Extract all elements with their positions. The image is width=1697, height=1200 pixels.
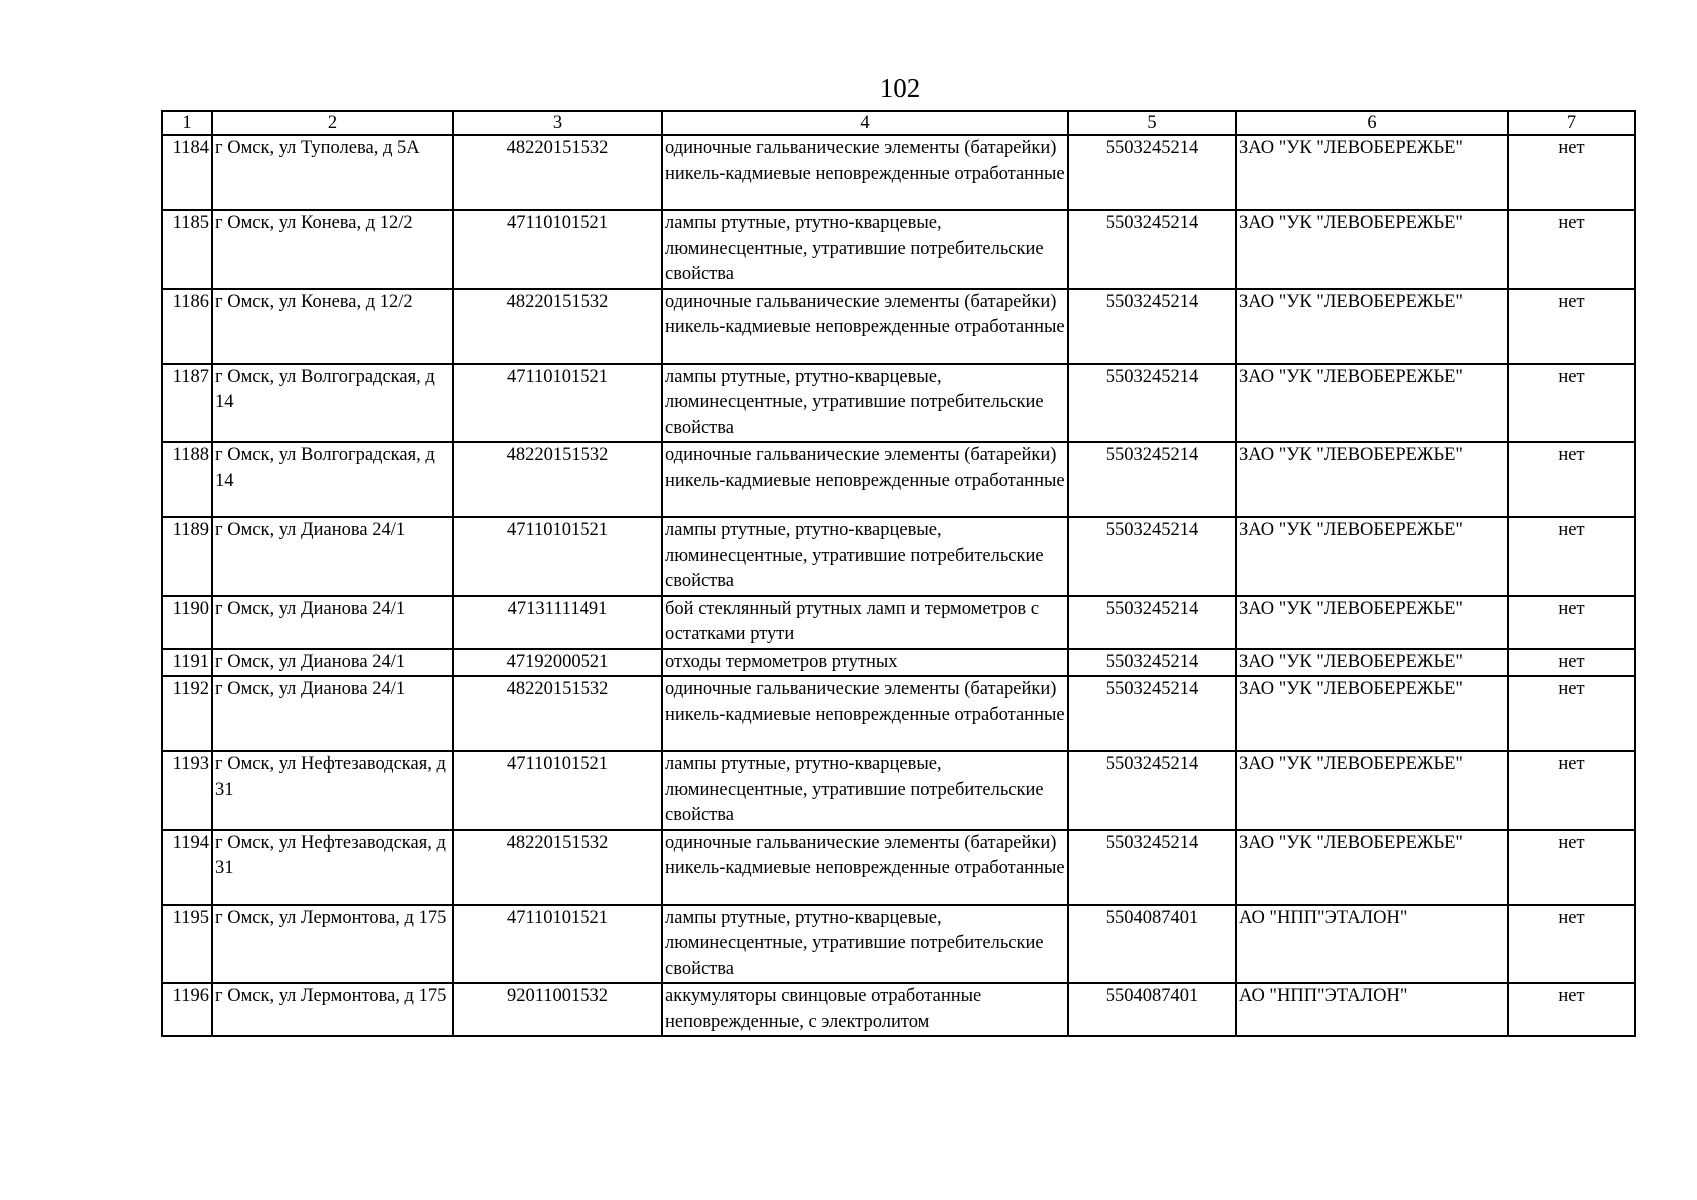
organization-cell: АО "НПП"ЭТАЛОН" [1236, 983, 1508, 1036]
row-number: 1194 [162, 830, 212, 905]
inn-cell: 5503245214 [1068, 289, 1236, 364]
address-cell: г Омск, ул Лермонтова, д 175 [212, 905, 453, 984]
waste-registry-table [161, 110, 1636, 1037]
address-cell: г Омск, ул Дианова 24/1 [212, 649, 453, 677]
flag-cell: нет [1508, 289, 1635, 364]
inn-cell: 5503245214 [1068, 649, 1236, 677]
row-number: 1190 [162, 596, 212, 649]
flag-cell: нет [1508, 135, 1635, 210]
inn-cell: 5503245214 [1068, 210, 1236, 289]
flag-cell: нет [1508, 751, 1635, 830]
waste-code-cell: 47110101521 [453, 517, 662, 596]
flag-cell: нет [1508, 676, 1635, 751]
address-cell: г Омск, ул Дианова 24/1 [212, 517, 453, 596]
column-header: 6 [1236, 111, 1508, 135]
organization-cell: ЗАО "УК "ЛЕВОБЕРЕЖЬЕ" [1236, 649, 1508, 677]
row-number: 1188 [162, 442, 212, 517]
waste-description-cell: лампы ртутные, ртутно-кварцевые, люминесцентные, утратившие потребительские свойства [662, 210, 1068, 289]
row-number: 1187 [162, 364, 212, 443]
flag-cell: нет [1508, 442, 1635, 517]
address-cell: г Омск, ул Туполева, д 5А [212, 135, 453, 210]
inn-cell: 5503245214 [1068, 135, 1236, 210]
waste-description-cell: отходы термометров ртутных [662, 649, 1068, 677]
inn-cell: 5503245214 [1068, 676, 1236, 751]
row-number: 1189 [162, 517, 212, 596]
address-cell: г Омск, ул Нефтезаводская, д 31 [212, 751, 453, 830]
waste-code-cell: 47110101521 [453, 364, 662, 443]
flag-cell: нет [1508, 905, 1635, 984]
address-cell: г Омск, ул Волгоградская, д 14 [212, 364, 453, 443]
inn-cell: 5504087401 [1068, 905, 1236, 984]
table-row [162, 905, 1635, 984]
organization-cell: АО "НПП"ЭТАЛОН" [1236, 905, 1508, 984]
table-row [162, 751, 1635, 830]
row-number: 1192 [162, 676, 212, 751]
table-row [162, 596, 1635, 649]
waste-code-cell: 48220151532 [453, 442, 662, 517]
waste-code-cell: 92011001532 [453, 983, 662, 1036]
waste-description-cell: одиночные гальванические элементы (батарейки) никель-кадмиевые неповрежденные отработанные [662, 676, 1068, 751]
row-number: 1185 [162, 210, 212, 289]
row-number: 1186 [162, 289, 212, 364]
inn-cell: 5503245214 [1068, 442, 1236, 517]
inn-cell: 5503245214 [1068, 751, 1236, 830]
table-row [162, 210, 1635, 289]
waste-code-cell: 48220151532 [453, 135, 662, 210]
table-row [162, 135, 1635, 210]
address-cell: г Омск, ул Дианова 24/1 [212, 596, 453, 649]
column-header: 2 [212, 111, 453, 135]
table-row [162, 830, 1635, 905]
organization-cell: ЗАО "УК "ЛЕВОБЕРЕЖЬЕ" [1236, 442, 1508, 517]
table-row [162, 364, 1635, 443]
waste-description-cell: лампы ртутные, ртутно-кварцевые, люминесцентные, утратившие потребительские свойства [662, 517, 1068, 596]
waste-description-cell: лампы ртутные, ртутно-кварцевые, люминесцентные, утратившие потребительские свойства [662, 905, 1068, 984]
row-number: 1196 [162, 983, 212, 1036]
inn-cell: 5504087401 [1068, 983, 1236, 1036]
waste-description-cell: одиночные гальванические элементы (батарейки) никель-кадмиевые неповрежденные отработанные [662, 830, 1068, 905]
address-cell: г Омск, ул Лермонтова, д 175 [212, 983, 453, 1036]
waste-description-cell: бой стеклянный ртутных ламп и термометров с остатками ртути [662, 596, 1068, 649]
column-header: 1 [162, 111, 212, 135]
table-row [162, 676, 1635, 751]
column-header: 4 [662, 111, 1068, 135]
column-header: 7 [1508, 111, 1635, 135]
address-cell: г Омск, ул Нефтезаводская, д 31 [212, 830, 453, 905]
row-number: 1193 [162, 751, 212, 830]
flag-cell: нет [1508, 596, 1635, 649]
waste-code-cell: 48220151532 [453, 289, 662, 364]
table-row [162, 649, 1635, 677]
row-number: 1184 [162, 135, 212, 210]
organization-cell: ЗАО "УК "ЛЕВОБЕРЕЖЬЕ" [1236, 364, 1508, 443]
address-cell: г Омск, ул Волгоградская, д 14 [212, 442, 453, 517]
table-row [162, 983, 1635, 1036]
waste-description-cell: одиночные гальванические элементы (батарейки) никель-кадмиевые неповрежденные отработанные [662, 289, 1068, 364]
flag-cell: нет [1508, 983, 1635, 1036]
organization-cell: ЗАО "УК "ЛЕВОБЕРЕЖЬЕ" [1236, 135, 1508, 210]
table-row [162, 517, 1635, 596]
waste-code-cell: 47110101521 [453, 751, 662, 830]
page-number: 102 [879, 73, 921, 103]
organization-cell: ЗАО "УК "ЛЕВОБЕРЕЖЬЕ" [1236, 210, 1508, 289]
inn-cell: 5503245214 [1068, 830, 1236, 905]
column-header: 5 [1068, 111, 1236, 135]
waste-description-cell: одиночные гальванические элементы (батарейки) никель-кадмиевые неповрежденные отработанные [662, 135, 1068, 210]
waste-code-cell: 47110101521 [453, 210, 662, 289]
address-cell: г Омск, ул Дианова 24/1 [212, 676, 453, 751]
address-cell: г Омск, ул Конева, д 12/2 [212, 210, 453, 289]
inn-cell: 5503245214 [1068, 596, 1236, 649]
inn-cell: 5503245214 [1068, 364, 1236, 443]
waste-code-cell: 47192000521 [453, 649, 662, 677]
waste-code-cell: 48220151532 [453, 830, 662, 905]
organization-cell: ЗАО "УК "ЛЕВОБЕРЕЖЬЕ" [1236, 517, 1508, 596]
row-number: 1195 [162, 905, 212, 984]
organization-cell: ЗАО "УК "ЛЕВОБЕРЕЖЬЕ" [1236, 751, 1508, 830]
column-header: 3 [453, 111, 662, 135]
organization-cell: ЗАО "УК "ЛЕВОБЕРЕЖЬЕ" [1236, 289, 1508, 364]
organization-cell: ЗАО "УК "ЛЕВОБЕРЕЖЬЕ" [1236, 830, 1508, 905]
flag-cell: нет [1508, 649, 1635, 677]
organization-cell: ЗАО "УК "ЛЕВОБЕРЕЖЬЕ" [1236, 596, 1508, 649]
inn-cell: 5503245214 [1068, 517, 1236, 596]
flag-cell: нет [1508, 210, 1635, 289]
column-header-row [162, 111, 1635, 135]
waste-description-cell: аккумуляторы свинцовые отработанные неповрежденные, с электролитом [662, 983, 1068, 1036]
address-cell: г Омск, ул Конева, д 12/2 [212, 289, 453, 364]
waste-description-cell: лампы ртутные, ртутно-кварцевые, люминесцентные, утратившие потребительские свойства [662, 364, 1068, 443]
flag-cell: нет [1508, 364, 1635, 443]
table-row [162, 289, 1635, 364]
waste-code-cell: 47110101521 [453, 905, 662, 984]
waste-description-cell: лампы ртутные, ртутно-кварцевые, люминесцентные, утратившие потребительские свойства [662, 751, 1068, 830]
waste-description-cell: одиночные гальванические элементы (батарейки) никель-кадмиевые неповрежденные отработанные [662, 442, 1068, 517]
row-number: 1191 [162, 649, 212, 677]
waste-code-cell: 48220151532 [453, 676, 662, 751]
flag-cell: нет [1508, 517, 1635, 596]
flag-cell: нет [1508, 830, 1635, 905]
waste-code-cell: 47131111491 [453, 596, 662, 649]
table-row [162, 442, 1635, 517]
organization-cell: ЗАО "УК "ЛЕВОБЕРЕЖЬЕ" [1236, 676, 1508, 751]
